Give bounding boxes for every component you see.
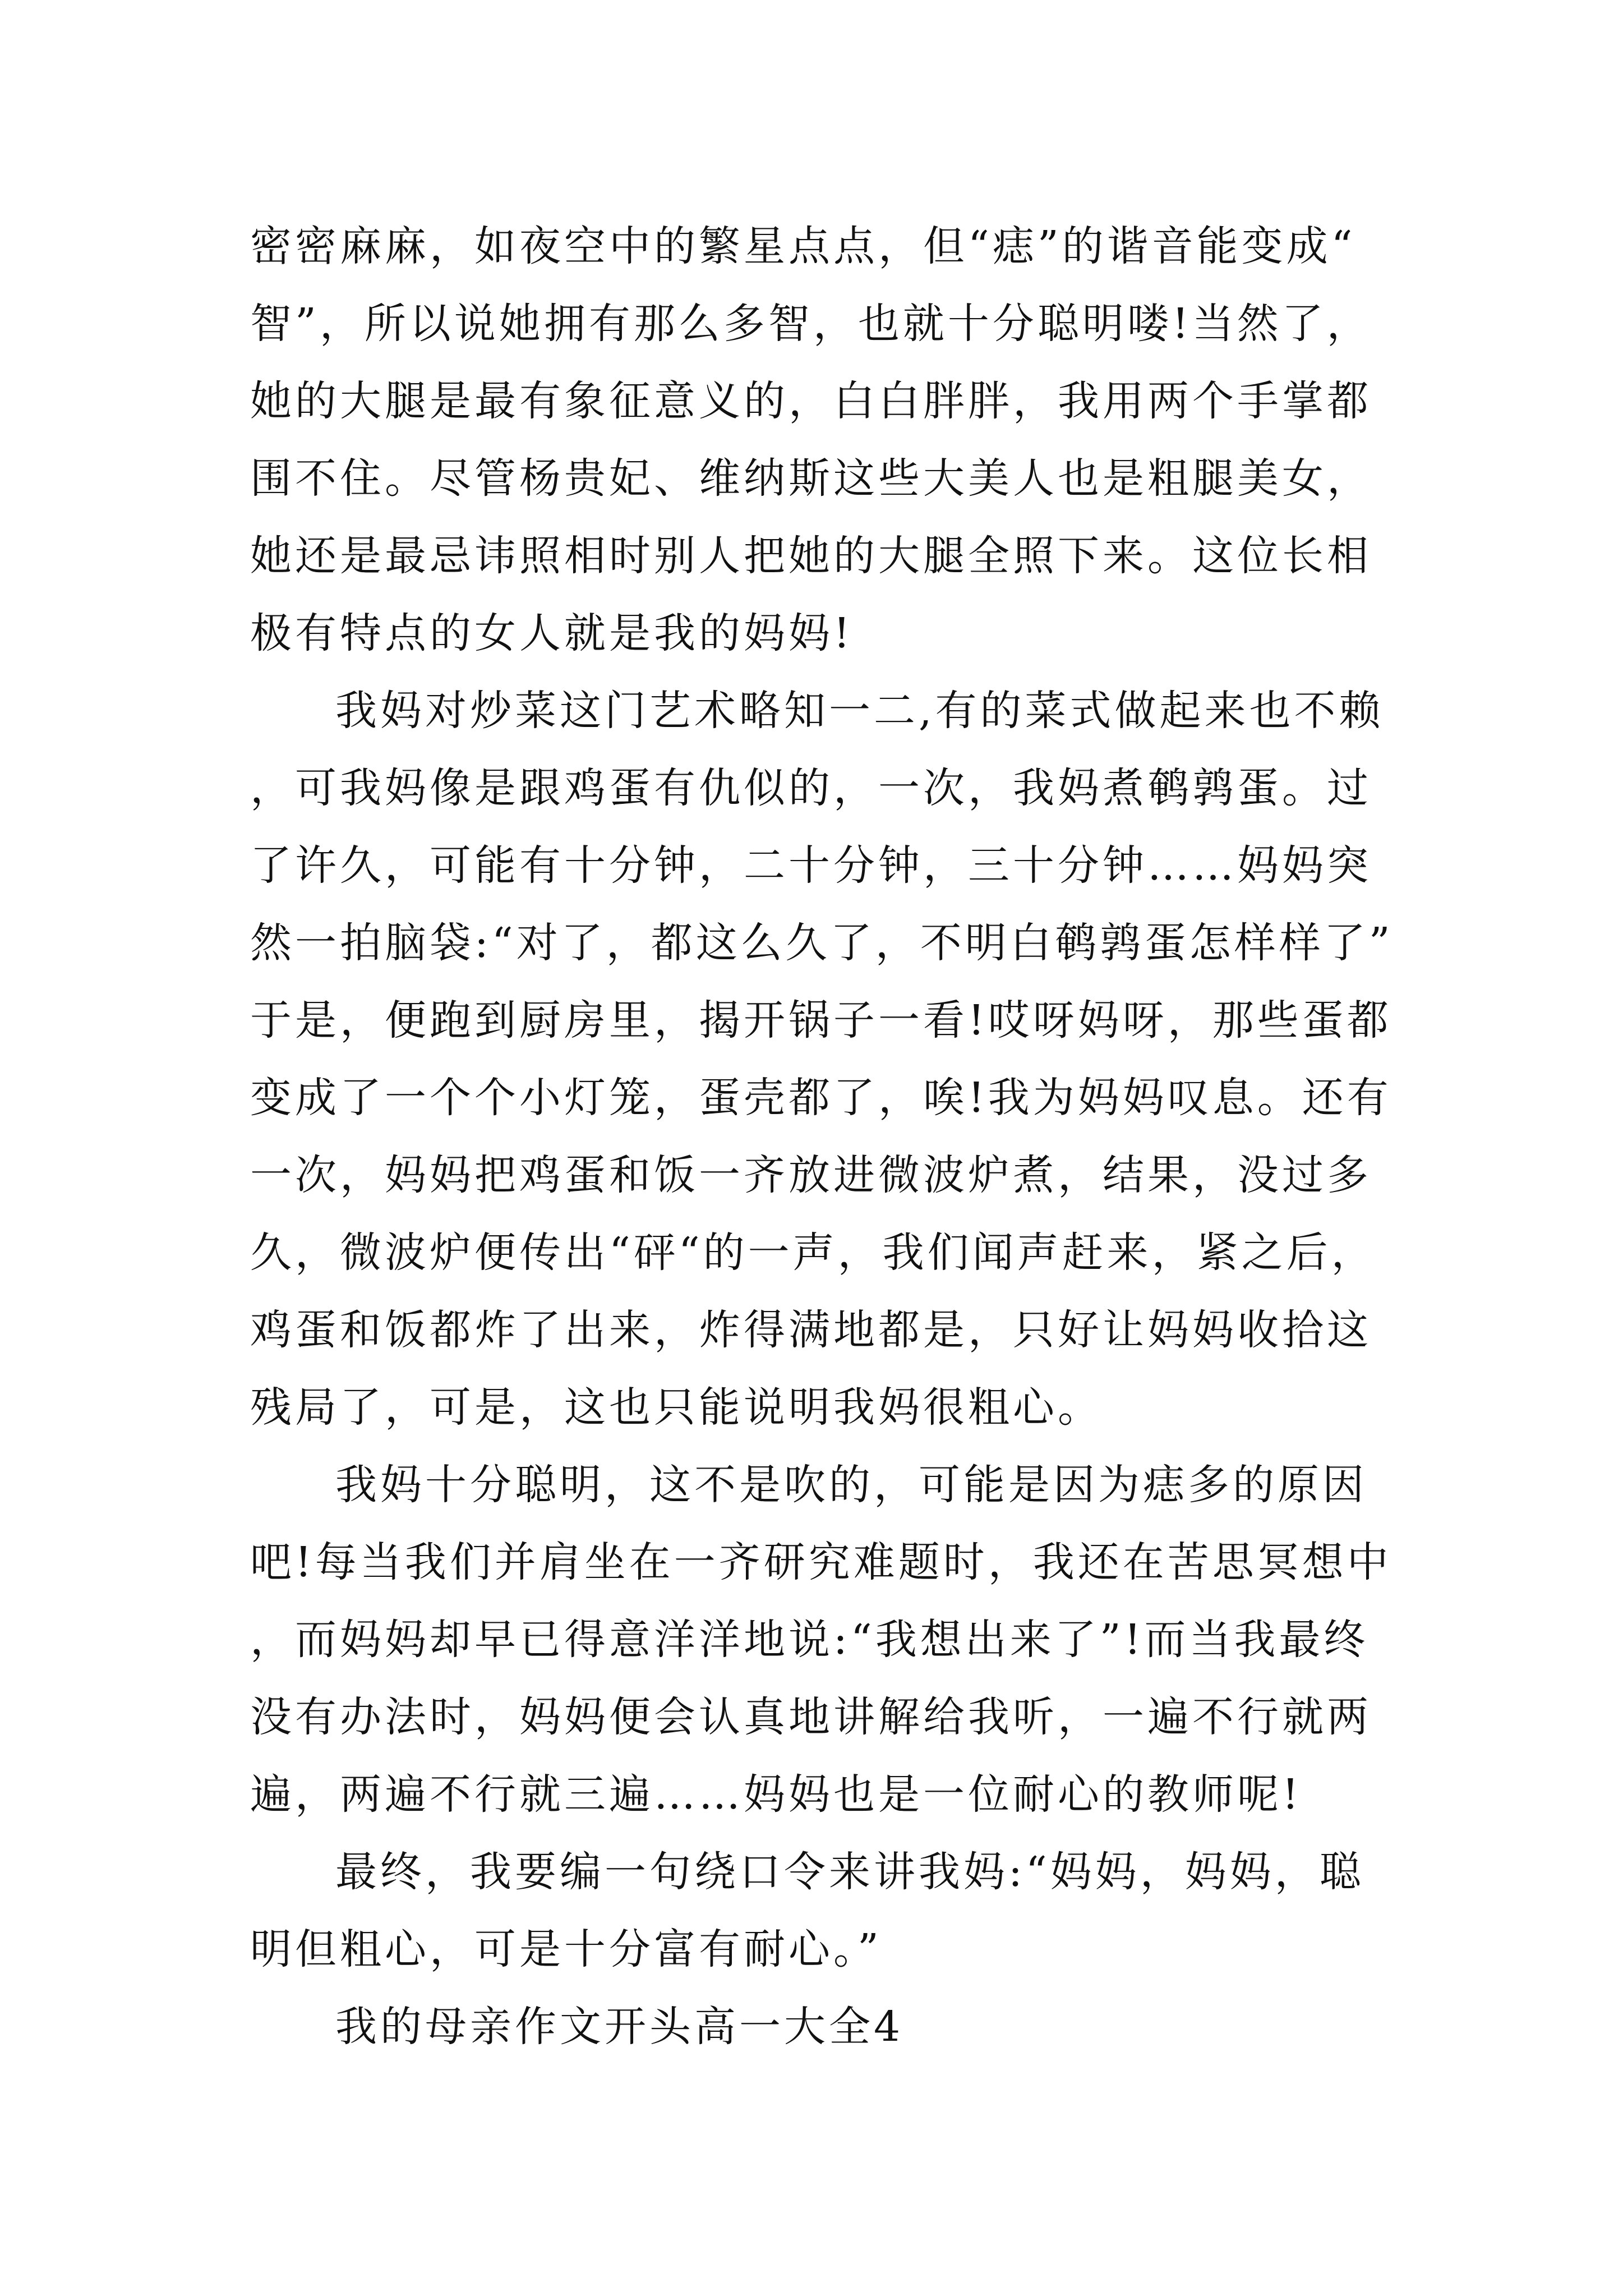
paragraph-1: 密密麻麻，如夜空中的繁星点点，但“痣”的谐音能变成“智”，所以说她拥有那么多智，也就十分聪明喽!当然了，她的大腿是最有象征意义的，白白胖胖，我用两个手掌都围不住。尽管杨贵妃、维纳斯这些大美人也是粗腿美女，她还是最忌讳照相时别人把她的大腿全照下来。这位长相极有特点的女人就是我的妈妈! [250, 222, 1372, 657]
paragraph-2: 我妈对炒菜这门艺术略知一二,有的菜式做起来也不赖，可我妈像是跟鸡蛋有仇似的，一次，我妈煮鹌鹑蛋。过了许久，可能有十分钟，二十分钟，三十分钟……妈妈突然一拍脑袋:“对了，都这么久了，不明白鹌鹑蛋怎样样了”于是，便跑到厨房里，揭开锅子一看!哎呀妈呀，那些蛋都变成了一个个小灯笼，蛋壳都了，唉!我为妈妈叹息。还有一次，妈妈把鸡蛋和饭一齐放进微波炉煮，结果，没过多久，微波炉便传出“砰“的一声，我们闻声赶来，紧之后，鸡蛋和饭都炸了出来，炸得满地都是，只好让妈妈收拾这残局了，可是，这也只能说明我妈很粗心。 [250, 687, 1394, 1432]
paragraph-3: 我妈十分聪明，这不是吹的，可能是因为痣多的原因吧!每当我们并肩坐在一齐研究难题时，我还在苦思冥想中，而妈妈却早已得意洋洋地说:“我想出来了”!而当我最终没有办法时，妈妈便会认真地讲解给我听，一遍不行就两遍，两遍不行就三遍……妈妈也是一位耐心的教师呢! [250, 1461, 1392, 1819]
section-heading: 我的母亲作文开头高一大全4 [335, 2003, 904, 2051]
document-body [250, 208, 1394, 2065]
paragraph-4: 最终，我要编一句绕口令来讲我妈:“妈妈，妈妈，聪明但粗心，可是十分富有耐心。” [250, 1848, 1364, 1973]
